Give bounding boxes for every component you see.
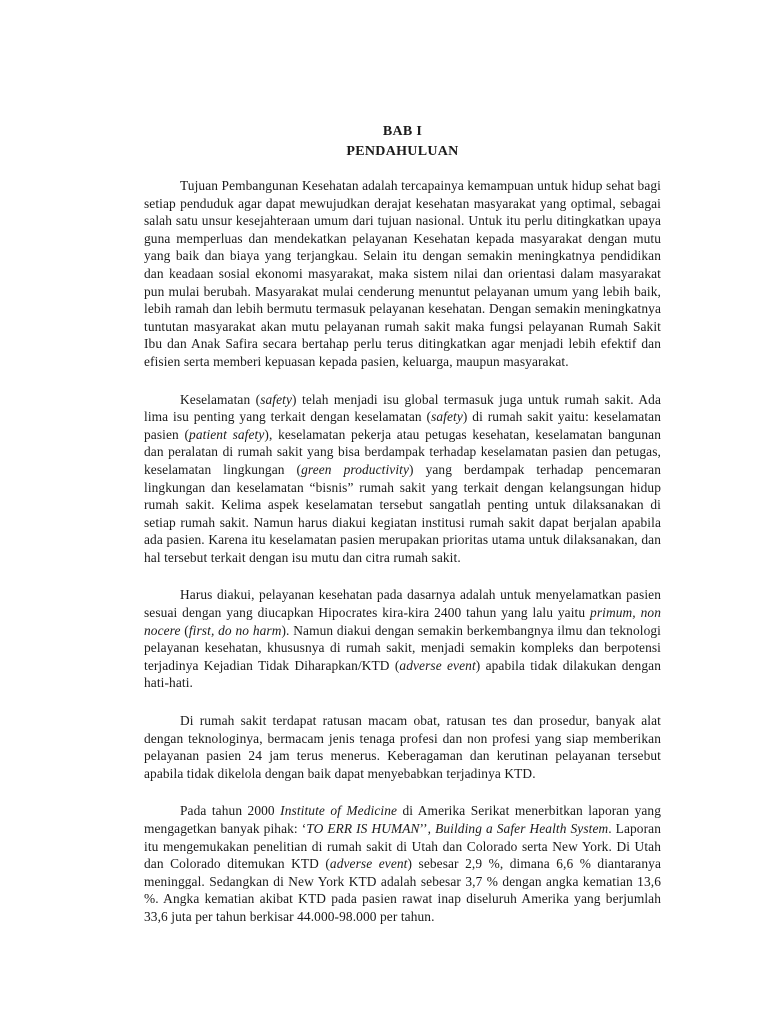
text-run: Harus diakui, pelayanan kesehatan pada dasarnya adalah untuk menyelamatkan pasien sesuai dengan yang diucapkan Hipocrates kira-kira 2400 tahun yang lalu yaitu xyxy=(144,587,661,621)
italic-term: Institute of Medicine xyxy=(280,803,398,819)
document-page xyxy=(144,122,661,946)
italic-term: green productivity xyxy=(301,461,410,477)
italic-term: primum, non nocere xyxy=(144,605,661,638)
text-run: ( xyxy=(180,622,189,638)
document-body xyxy=(144,177,661,926)
text-run: ) telah menjadi isu global termasuk juga untuk rumah sakit. Ada lima isu penting yang terkait dengan keselamatan ( xyxy=(144,391,661,425)
italic-term: adverse event xyxy=(329,856,408,872)
body-paragraph xyxy=(144,586,661,692)
text-run: ’’, xyxy=(419,821,436,836)
text-run: Di rumah sakit terdapat ratusan macam obat, ratusan tes dan prosedur, banyak alat dengan teknologinya, bermacam jenis tenaga profesi dan non profesi yang siap memberikan pelayanan pasien 24 jam terus menerus. Keberagaman dan kerutinan pelayanan tersebut apabila tidak dikelola dengan baik dapat menyebabkan terjadinya KTD. xyxy=(144,713,661,781)
italic-term: safety xyxy=(260,391,293,407)
text-run: ), keselamatan pekerja atau petugas kesehatan, keselamatan bangunan dan peralatan di rumah sakit yang bisa berdampak terhadap keselamatan pasien dan petugas, keselamatan lingkungan ( xyxy=(144,426,661,477)
italic-term: TO ERR IS HUMAN xyxy=(306,821,420,836)
text-run: ). Namun diakui dengan semakin berkembangnya ilmu dan teknologi pelayanan kesehatan, khususnya di rumah sakit, menjadi semakin kompleks dan berpotensi terjadinya Kejadian Tidak Diharapkan/KTD ( xyxy=(144,622,661,673)
text-run: ) apabila tidak dilakukan dengan hati-hati. xyxy=(144,657,661,691)
italic-term: Building a Safer Health System xyxy=(435,821,609,836)
body-paragraph xyxy=(144,802,661,925)
text-run: Tujuan Pembangunan Kesehatan adalah tercapainya kemampuan untuk hidup sehat bagi setiap penduduk agar dapat mewujudkan derajat kesehatan masyarakat yang optimal, sebagai salah satu unsur kesejahteraan umum dari tujuan nasional. Untuk itu perlu ditingkatkan upaya guna memperluas dan mendekatkan pelayanan Kesehatan kepada masyarakat dengan mutu yang baik dan biaya yang terjangkau. Selain itu dengan semakin meningkatnya pendidikan dan keadaan sosial ekonomi masyarakat, maka sistem nilai dan orientasi dalam masyarakat pun mulai berubah. Masyarakat mulai cenderung menuntut pelayanan umum yang lebih baik, lebih ramah dan lebih bermutu termasuk pelayanan kesehatan. Dengan semakin meningkatnya tuntutan masyarakat akan mutu pelayanan rumah sakit maka fungsi pelayanan Rumah Sakit Ibu dan Anak Safira secara bertahap perlu terus ditingkatkan agar menjadi lebih efektif dan efisien serta memberi kepuasan kepada pasien, keluarga, maupun masyarakat. xyxy=(144,178,661,369)
italic-term: safety xyxy=(431,409,463,425)
text-run: ) yang berdampak terhadap pencemaran lingkungan dan keselamatan “bisnis” rumah sakit yang terkait dengan kelangsungan hidup rumah sakit. Kelima aspek keselamatan tersebut sangatlah penting untuk dilaksanakan di setiap rumah sakit. Namun harus diakui kegiatan institusi rumah sakit dapat berjalan apabila ada pasien. Karena itu keselamatan pasien merupakan prioritas utama untuk dilaksanakan, dan hal tersebut terkait dengan isu mutu dan citra rumah sakit. xyxy=(144,461,661,565)
chapter-number: BAB I xyxy=(382,124,423,139)
text-run: ) sebesar 2,9 %, dimana 6,6 % diantaranya meninggal. Sedangkan di New York KTD adalah sebesar 3,7 % dengan angka kematian 13,6 %. Angka kematian akibat KTD pada pasien rawat inap diseluruh Amerika yang berjumlah 33,6 juta per tahun berkisar 44.000-98.000 per tahun. xyxy=(144,856,661,924)
italic-term: first, do no harm xyxy=(188,622,282,638)
text-run: Pada tahun 2000 xyxy=(180,803,281,819)
body-paragraph xyxy=(144,177,661,371)
body-paragraph xyxy=(144,391,661,567)
text-run: . Laporan itu mengemukakan penelitian di rumah sakit di Utah dan Colorado serta New York. Di Utah dan Colorado ditemukan KTD ( xyxy=(144,821,661,872)
text-run: Keselamatan ( xyxy=(180,391,261,407)
italic-term: patient safety xyxy=(189,426,265,442)
text-run: di Amerika Serikat menerbitkan laporan yang mengagetkan banyak pihak: ‘ xyxy=(144,803,661,836)
chapter-title: PENDAHULUAN xyxy=(346,144,459,159)
italic-term: adverse event xyxy=(399,657,476,673)
body-paragraph xyxy=(144,712,661,782)
text-run: ) di rumah sakit yaitu: keselamatan pasien ( xyxy=(144,409,661,442)
